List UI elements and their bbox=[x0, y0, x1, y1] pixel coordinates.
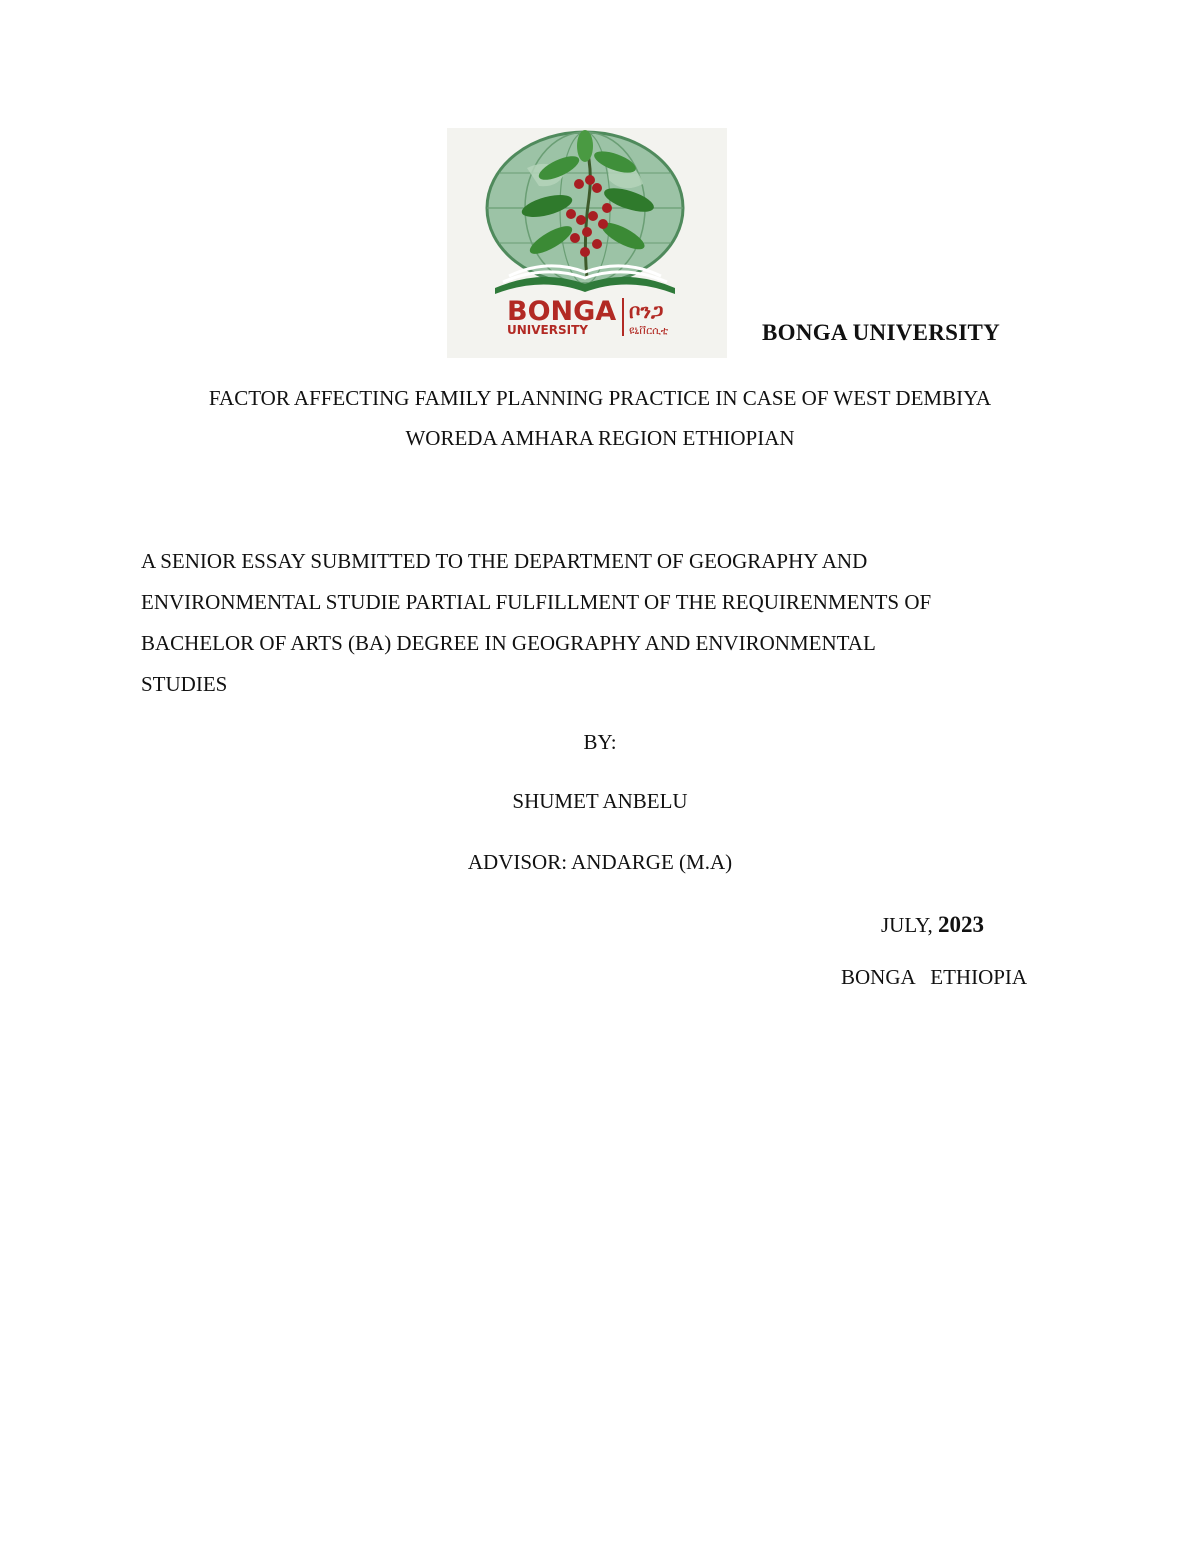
submission-date bbox=[881, 912, 984, 938]
submission-line: STUDIES bbox=[141, 672, 228, 696]
logo-name-sub: UNIVERSITY bbox=[507, 323, 588, 337]
essay-title-line-1: FACTOR AFFECTING FAMILY PLANNING PRACTICE IN CASE OF WEST DEMBIYA bbox=[208, 386, 992, 410]
submission-statement bbox=[141, 543, 1061, 707]
logo-name-ethiopic-sub: ዩኒቨርሲቲ bbox=[629, 324, 669, 337]
university-logo bbox=[447, 128, 727, 358]
advisor-line: ADVISOR: ANDARGE (M.A) bbox=[467, 850, 733, 874]
submission-line: BACHELOR OF ARTS (BA) DEGREE IN GEOGRAPHY AND ENVIRONMENTAL bbox=[141, 631, 876, 655]
date-month: JULY, bbox=[881, 913, 933, 937]
by-label: BY: bbox=[583, 730, 617, 754]
university-logo-graphic bbox=[447, 128, 727, 358]
author-name: SHUMET ANBELU bbox=[512, 789, 688, 813]
logo-name-ethiopic-main: ቦንጋ bbox=[629, 299, 664, 323]
date-year: 2023 bbox=[938, 912, 985, 937]
submission-line: A SENIOR ESSAY SUBMITTED TO THE DEPARTMENT OF GEOGRAPHY AND bbox=[141, 549, 868, 573]
submission-line: ENVIRONMENTAL STUDIE PARTIAL FULFILLMENT OF THE REQUIRENMENTS OF bbox=[141, 590, 932, 614]
university-name: BONGA UNIVERSITY bbox=[762, 320, 1001, 345]
submission-place: BONGA ETHIOPIA bbox=[841, 965, 1028, 989]
essay-title-line-2: WOREDA AMHARA REGION ETHIOPIAN bbox=[405, 426, 795, 450]
logo-name-main: BONGA bbox=[507, 296, 617, 327]
